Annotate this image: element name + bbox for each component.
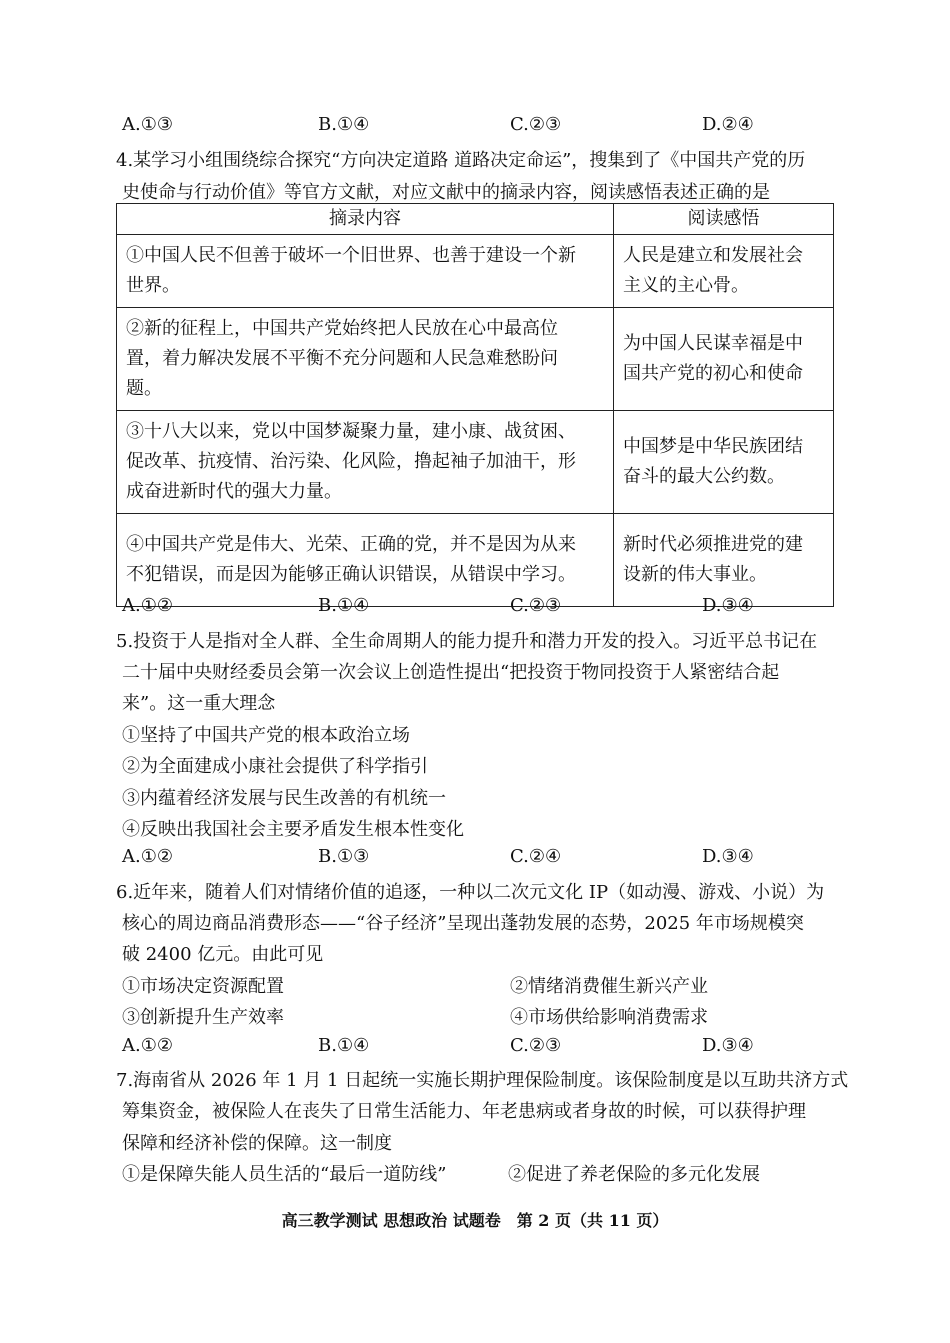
page-footer: 高三教学测试 思想政治 试题卷 第 2 页（共 11 页） <box>281 1211 669 1230</box>
q5-option-d: D.③④ <box>702 846 754 867</box>
q5-option-a: A.①② <box>122 846 173 867</box>
q5-stem-line-1: 5.投资于人是指对全人群、全生命周期人的能力提升和潜力开发的投入。习近平总书记在 <box>116 631 818 652</box>
insight-text: 主义的主心骨。 <box>623 275 749 296</box>
q5-stem-line-3: 来”。这一重大理念 <box>122 693 276 714</box>
q6-options <box>122 1035 842 1061</box>
table-row <box>117 308 834 411</box>
q6-stem-line-1: 6.近年来，随着人们对情绪价值的追逐，一种以二次元文化 IP（如动漫、游戏、小说）为 <box>116 882 825 903</box>
table-row <box>117 235 834 308</box>
q4-option-d: D.③④ <box>702 595 754 616</box>
excerpt-text: 成奋进新时代的强大力量。 <box>126 481 342 502</box>
excerpt-text: ①中国人民不但善于破坏一个旧世界、也善于建设一个新 <box>126 245 576 266</box>
q6-statement-2: ②情绪消费催生新兴产业 <box>510 976 708 997</box>
excerpt-text: ②新的征程上，中国共产党始终把人民放在心中最高位 <box>126 318 558 339</box>
insight-cell <box>614 308 834 411</box>
excerpt-text: 置，着力解决发展不平衡不充分问题和人民急难愁盼问 <box>126 348 558 369</box>
q6-option-b: B.①④ <box>318 1035 370 1056</box>
q3-option-a: A.①③ <box>122 114 173 135</box>
insight-text: 为中国人民谋幸福是中 <box>623 333 803 354</box>
header-insight: 阅读感悟 <box>614 204 834 235</box>
q3-option-b: B.①④ <box>318 114 370 135</box>
q7-statement-1: ①是保障失能人员生活的“最后一道防线” <box>122 1164 447 1185</box>
q6-statement-1: ①市场决定资源配置 <box>122 976 284 997</box>
q4-options <box>122 595 842 621</box>
q6-statement-3: ③创新提升生产效率 <box>122 1007 284 1028</box>
table-header-row <box>117 204 834 235</box>
q3-option-d: D.②④ <box>702 114 754 135</box>
q7-statements-row-1 <box>122 1160 842 1186</box>
q4-option-a: A.①② <box>122 595 173 616</box>
header-excerpt: 摘录内容 <box>117 204 614 235</box>
q6-statements-row-1 <box>122 972 842 998</box>
q5-statement-2: ②为全面建成小康社会提供了科学指引 <box>122 756 428 777</box>
q7-stem-line-3: 保障和经济补偿的保障。这一制度 <box>122 1133 392 1154</box>
q5-statement-1: ①坚持了中国共产党的根本政治立场 <box>122 725 410 746</box>
insight-text: 奋斗的最大公约数。 <box>623 466 785 487</box>
q3-option-c: C.②③ <box>510 114 562 135</box>
q3-options <box>122 114 842 140</box>
q6-option-c: C.②③ <box>510 1035 562 1056</box>
excerpt-cell <box>117 235 614 308</box>
insight-text: 国共产党的初心和使命 <box>623 363 803 384</box>
q6-option-a: A.①② <box>122 1035 173 1056</box>
insight-text: 新时代必须推进党的建 <box>623 534 803 555</box>
q6-stem-line-3: 破 2400 亿元。由此可见 <box>122 944 324 965</box>
q7-statement-2: ②促进了养老保险的多元化发展 <box>508 1164 760 1185</box>
q6-statement-4: ④市场供给影响消费需求 <box>510 1007 708 1028</box>
excerpt-text: 促改革、抗疫情、治污染、化风险，撸起袖子加油干，形 <box>126 451 576 472</box>
table-row <box>117 514 834 607</box>
table-row <box>117 411 834 514</box>
q4-option-b: B.①④ <box>318 595 370 616</box>
excerpt-table <box>116 203 834 607</box>
excerpt-cell <box>117 514 614 607</box>
q5-stem-line-2: 二十届中央财经委员会第一次会议上创造性提出“把投资于物同投资于人紧密结合起 <box>122 662 780 683</box>
q5-statement-4: ④反映出我国社会主要矛盾发生根本性变化 <box>122 819 464 840</box>
q5-option-c: C.②④ <box>510 846 562 867</box>
q4-option-c: C.②③ <box>510 595 562 616</box>
insight-text: 设新的伟大事业。 <box>623 564 767 585</box>
q4-stem-line-1: 4.某学习小组围绕综合探究“方向决定道路 道路决定命运”，搜集到了《中国共产党的历 <box>116 150 806 171</box>
q4-stem-line-2: 史使命与行动价值》等官方文献，对应文献中的摘录内容，阅读感悟表述正确的是 <box>122 182 770 203</box>
q6-statements-row-2 <box>122 1003 842 1029</box>
insight-cell <box>614 411 834 514</box>
excerpt-text: 题。 <box>126 378 162 399</box>
q6-option-d: D.③④ <box>702 1035 754 1056</box>
excerpt-text: 不犯错误，而是因为能够正确认识错误，从错误中学习。 <box>126 564 576 585</box>
excerpt-cell <box>117 308 614 411</box>
excerpt-text: 世界。 <box>126 275 180 296</box>
excerpt-cell <box>117 411 614 514</box>
excerpt-text: ④中国共产党是伟大、光荣、正确的党，并不是因为从来 <box>126 534 576 555</box>
q5-statement-3: ③内蕴着经济发展与民生改善的有机统一 <box>122 788 446 809</box>
insight-text: 人民是建立和发展社会 <box>623 245 803 266</box>
insight-text: 中国梦是中华民族团结 <box>623 436 803 457</box>
excerpt-text: ③十八大以来，党以中国梦凝聚力量，建小康、战贫困、 <box>126 421 576 442</box>
q5-option-b: B.①③ <box>318 846 370 867</box>
q5-options <box>122 846 842 872</box>
insight-cell <box>614 514 834 607</box>
q7-stem-line-2: 筹集资金，被保险人在丧失了日常生活能力、年老患病或者身故的时候，可以获得护理 <box>122 1101 806 1122</box>
insight-cell <box>614 235 834 308</box>
q6-stem-line-2: 核心的周边商品消费形态——“谷子经济”呈现出蓬勃发展的态势，2025 年市场规模突 <box>122 913 804 934</box>
q7-stem-line-1: 7.海南省从 2026 年 1 月 1 日起统一实施长期护理保险制度。该保险制度是以互助共济方式 <box>116 1070 849 1091</box>
